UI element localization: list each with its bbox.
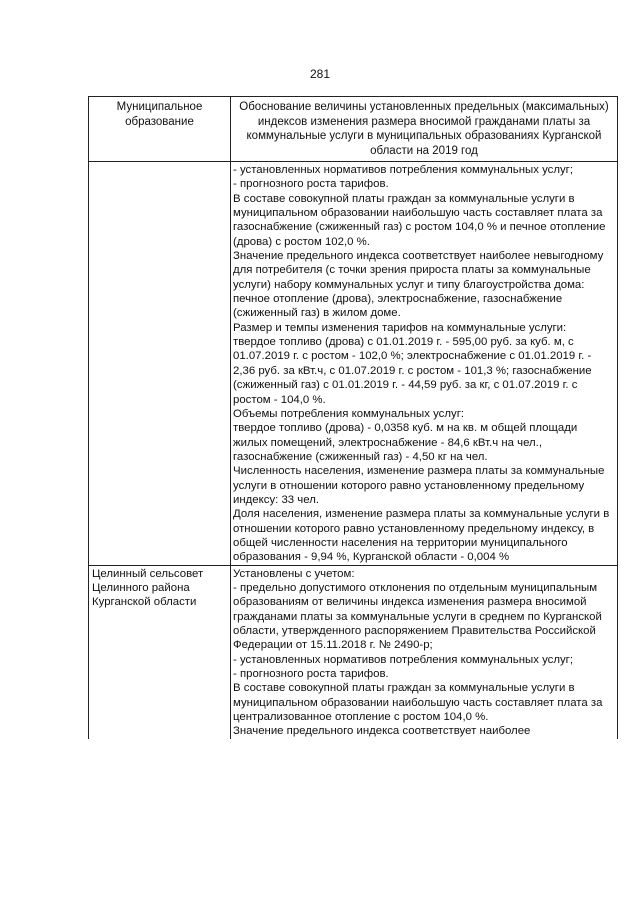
municipality-cell — [89, 162, 231, 566]
municipality-cell — [89, 565, 231, 739]
page-number: 281 — [309, 67, 331, 81]
municipality-name-line: Целинный сельсовет — [92, 567, 204, 580]
table-row — [89, 162, 618, 566]
justification-line: - предельно допустимого отклонения по отдельным муниципальным образованиям от величины индекса изменения размера вносимой гражданами платы за коммунальные услуги в среднем по Курганской области, утвержденного распоряжением Правительства Российской Федерации от 15.11.2018 г. № 2490-р; — [233, 581, 602, 652]
municipality-name-line: Целинного района — [92, 581, 190, 594]
justification-line: - установленных нормативов потребления коммунальных услуг; — [233, 164, 573, 176]
justification-line: Значение предельного индекса соответствует наиболее невыгодному для потребителя (с точки зрения прироста платы за коммунальные услуги) набору коммунальных услуг и типу благоустройства дома: — [233, 250, 604, 291]
header-justification: Обоснование величины установленных предельных (максимальных) индексов изменения размера вносимой гражданами платы за коммунальные услуги в муниципальных образованиях Курганской области на 2019 год — [231, 97, 618, 162]
justification-line: Доля населения, изменение размера платы за коммунальные услуги в отношении которого равно установленному предельному индексу, в общей численности населения на территории муниципального образования - 9,94 %, Курганской области - 0,004 % — [233, 508, 610, 564]
justification-line: Размер и темпы изменения тарифов на коммунальные услуги: — [233, 321, 567, 334]
municipality-name-line: Курганской области — [92, 596, 197, 609]
justification-cell — [231, 565, 618, 739]
header-municipality: Муниципальное образование — [89, 97, 231, 162]
table-row — [89, 565, 618, 739]
justification-line: Объемы потребления коммунальных услуг: — [233, 407, 465, 420]
justification-line: - прогнозного роста тарифов. — [233, 668, 389, 681]
justification-line: твердое топливо (дрова) с 01.01.2019 г. - 595,00 руб. за куб. м, с 01.07.2019 г. с ростом - 102,0 %; электроснабжение с 01.01.2019 г. - 2,36 руб. за кВт.ч, с 01.07.2019 г. с ростом - 101,3 %; газоснабжение (сжиженный газ) с 01.01.2019 г. - 44,59 руб. за кг, с 01.07.2019 г. с ростом - 104,0 %. — [233, 336, 592, 406]
justification-line: Численность населения, изменение размера платы за коммунальные услуги в отношении которого равно установленному предельному индексу: 33 чел. — [233, 465, 605, 506]
justification-line: В составе совокупной платы граждан за коммунальные услуги в муниципальном образовании наибольшую часть составляет плата за газоснабжение (сжиженный газ) с ростом 104,0 % и печное отопление (дрова) с ростом 102,0 %. — [233, 192, 606, 248]
justification-line: В составе совокупной платы граждан за коммунальные услуги в муниципальном образовании наибольшую часть составляет плата за централизованное отопление с ростом 104,0 %. — [233, 682, 603, 724]
justification-line: печное отопление (дрова), электроснабжение, газоснабжение (сжиженный газ) в жилом доме. — [233, 293, 563, 320]
justification-line: - установленных нормативов потребления коммунальных услуг; — [233, 653, 573, 666]
justification-cell — [231, 162, 618, 566]
justification-line: Установлены с учетом: — [233, 567, 355, 580]
justification-line: твердое топливо (дрова) - 0,0358 куб. м на кв. м общей площади жилых помещений, электроснабжение - 84,6 кВт.ч на чел., газоснабжение (сжиженный газ) - 4,50 кг на чел. — [233, 422, 578, 463]
tariff-justification-table — [88, 96, 618, 739]
table-header-row — [89, 97, 618, 162]
justification-line: Значение предельного индекса соответствует наиболее — [233, 725, 531, 738]
justification-line: - прогнозного роста тарифов. — [233, 178, 389, 191]
